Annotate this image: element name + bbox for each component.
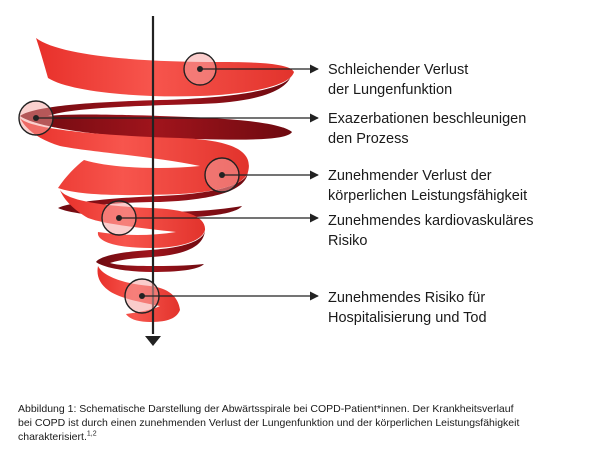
label-2-line-1: Exazerbationen beschleunigen (328, 111, 527, 127)
caption-line-1: Abbildung 1: Schematische Darstellung der Abwärtsspirale bei COPD-Patient*innen. Der Krankheitsverlauf (18, 403, 514, 415)
label-cardiovascular-risk (328, 211, 590, 251)
label-2-line-2: den Prozess (328, 131, 409, 147)
label-4-line-2: Risiko (328, 233, 368, 249)
label-1-line-1: Schleichender Verlust (328, 62, 469, 78)
label-4-line-1: Zunehmendes kardiovaskuläres (328, 213, 534, 229)
caption-line-3 (18, 430, 588, 444)
label-5-line-2: Hospitalisierung und Tod (328, 310, 487, 326)
label-3-line-1: Zunehmender Verlust der (328, 168, 492, 184)
label-5-line-1: Zunehmendes Risiko für (328, 290, 486, 306)
label-physical-capacity-loss (328, 166, 590, 206)
figure-caption (18, 402, 588, 444)
label-hospitalisation-risk (328, 288, 590, 328)
caption-line-3-text: charakterisiert. (18, 431, 87, 443)
label-exacerbations (328, 109, 590, 149)
label-lung-function-loss (328, 60, 590, 100)
caption-line-2: bei COPD ist durch einen zunehmenden Verlust der Lungenfunktion und der körperlichen Leistungsfähigkeit (18, 417, 520, 429)
ribbon-front-segment-1 (36, 38, 294, 96)
label-3-line-2: körperlichen Leistungsfähigkeit (328, 188, 528, 204)
downward-axis-arrowhead (145, 336, 161, 346)
caption-references: 1,2 (86, 430, 97, 438)
spiral-ribbon-front (20, 38, 294, 322)
label-1-line-2: der Lungenfunktion (328, 82, 453, 98)
